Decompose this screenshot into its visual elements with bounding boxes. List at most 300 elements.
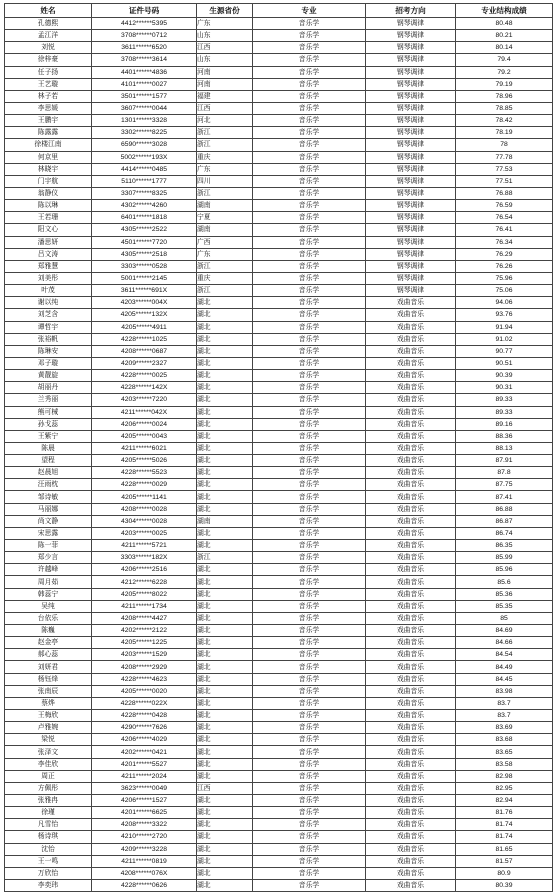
cell-direction: 戏曲音乐 — [366, 467, 456, 479]
cell-name: 杨诗琪 — [5, 831, 92, 843]
cell-province: 湖南 — [197, 224, 253, 236]
cell-name: 陈一菲 — [5, 540, 92, 552]
cell-major: 音乐学 — [253, 819, 366, 831]
cell-name: 陈以琳 — [5, 200, 92, 212]
cell-major: 音乐学 — [253, 272, 366, 284]
cell-score: 78.85 — [456, 102, 553, 114]
cell-major: 音乐学 — [253, 540, 366, 552]
cell-major: 音乐学 — [253, 78, 366, 90]
cell-province: 湖北 — [197, 710, 253, 722]
table-row — [5, 697, 553, 709]
header-direction: 招考方向 — [366, 4, 456, 18]
table-row — [5, 139, 553, 151]
cell-id: 6401******1818 — [92, 212, 197, 224]
cell-score: 89.33 — [456, 406, 553, 418]
cell-direction: 钢琴调律 — [366, 18, 456, 30]
cell-score: 91.94 — [456, 321, 553, 333]
cell-major: 音乐学 — [253, 807, 366, 819]
table-row — [5, 685, 553, 697]
cell-score: 90.77 — [456, 345, 553, 357]
cell-name: 周月茹 — [5, 576, 92, 588]
cell-direction: 戏曲音乐 — [366, 722, 456, 734]
cell-province: 湖北 — [197, 807, 253, 819]
cell-major: 音乐学 — [253, 552, 366, 564]
cell-name: 邹诗敏 — [5, 491, 92, 503]
cell-name: 卢雅婉 — [5, 722, 92, 734]
cell-id: 4101******0027 — [92, 78, 197, 90]
table-row — [5, 612, 553, 624]
table-row — [5, 576, 553, 588]
cell-direction: 钢琴调律 — [366, 102, 456, 114]
cell-name: 陈巍 — [5, 625, 92, 637]
cell-id: 4206******2516 — [92, 564, 197, 576]
cell-score: 85.96 — [456, 564, 553, 576]
cell-major: 音乐学 — [253, 491, 366, 503]
cell-name: 王鹏宇 — [5, 115, 92, 127]
cell-score: 77.53 — [456, 163, 553, 175]
cell-id: 3623******0049 — [92, 782, 197, 794]
cell-name: 韩蕊宁 — [5, 588, 92, 600]
cell-direction: 钢琴调律 — [366, 285, 456, 297]
cell-province: 湖北 — [197, 685, 253, 697]
table-row — [5, 746, 553, 758]
cell-direction: 戏曲音乐 — [366, 430, 456, 442]
cell-major: 音乐学 — [253, 600, 366, 612]
cell-major: 音乐学 — [253, 831, 366, 843]
cell-name: 阳文心 — [5, 224, 92, 236]
table-row — [5, 710, 553, 722]
cell-id: 4205******4911 — [92, 321, 197, 333]
cell-direction: 钢琴调律 — [366, 163, 456, 175]
cell-province: 湖北 — [197, 819, 253, 831]
table-row — [5, 236, 553, 248]
cell-id: 4414******0485 — [92, 163, 197, 175]
table-row — [5, 66, 553, 78]
cell-score: 76.41 — [456, 224, 553, 236]
cell-direction: 戏曲音乐 — [366, 843, 456, 855]
cell-id: 4208******2929 — [92, 661, 197, 673]
cell-major: 音乐学 — [253, 612, 366, 624]
table-row — [5, 649, 553, 661]
cell-id: 4201******6625 — [92, 807, 197, 819]
cell-major: 音乐学 — [253, 54, 366, 66]
cell-direction: 戏曲音乐 — [366, 333, 456, 345]
cell-direction: 戏曲音乐 — [366, 770, 456, 782]
table-row — [5, 552, 553, 564]
cell-id: 4211******2024 — [92, 770, 197, 782]
cell-name: 李奕玮 — [5, 879, 92, 891]
cell-direction: 戏曲音乐 — [366, 758, 456, 770]
table-row — [5, 515, 553, 527]
table-row — [5, 333, 553, 345]
cell-major: 音乐学 — [253, 115, 366, 127]
cell-province: 湖北 — [197, 600, 253, 612]
cell-score: 79.4 — [456, 54, 553, 66]
cell-id: 4211******5721 — [92, 540, 197, 552]
cell-major: 音乐学 — [253, 442, 366, 454]
cell-direction: 戏曲音乐 — [366, 406, 456, 418]
cell-direction: 钢琴调律 — [366, 187, 456, 199]
cell-score: 88.36 — [456, 430, 553, 442]
table-row — [5, 855, 553, 867]
cell-score: 78.96 — [456, 90, 553, 102]
table-row — [5, 212, 553, 224]
cell-id: 4305******2518 — [92, 248, 197, 260]
cell-major: 音乐学 — [253, 187, 366, 199]
table-row — [5, 321, 553, 333]
cell-id: 4210******2720 — [92, 831, 197, 843]
cell-id: 4302******4260 — [92, 200, 197, 212]
cell-province: 湖北 — [197, 394, 253, 406]
cell-province: 湖北 — [197, 345, 253, 357]
cell-score: 78 — [456, 139, 553, 151]
cell-major: 音乐学 — [253, 102, 366, 114]
table-row — [5, 54, 553, 66]
header-row — [5, 4, 553, 18]
cell-id: 5001******2145 — [92, 272, 197, 284]
header-id: 证件号码 — [92, 4, 197, 18]
cell-province: 湖南 — [197, 515, 253, 527]
cell-id: 4209******3228 — [92, 843, 197, 855]
header-major: 专业 — [253, 4, 366, 18]
cell-province: 河北 — [197, 115, 253, 127]
header-name: 姓名 — [5, 4, 92, 18]
cell-id: 4290******7626 — [92, 722, 197, 734]
cell-direction: 戏曲音乐 — [366, 297, 456, 309]
cell-province: 湖北 — [197, 540, 253, 552]
cell-province: 江西 — [197, 102, 253, 114]
cell-major: 音乐学 — [253, 661, 366, 673]
cell-province: 湖北 — [197, 479, 253, 491]
cell-major: 音乐学 — [253, 625, 366, 637]
cell-major: 音乐学 — [253, 795, 366, 807]
cell-major: 音乐学 — [253, 734, 366, 746]
cell-score: 84.69 — [456, 625, 553, 637]
cell-direction: 戏曲音乐 — [366, 479, 456, 491]
cell-direction: 钢琴调律 — [366, 90, 456, 102]
table-row — [5, 127, 553, 139]
cell-direction: 钢琴调律 — [366, 127, 456, 139]
cell-major: 音乐学 — [253, 879, 366, 891]
cell-major: 音乐学 — [253, 685, 366, 697]
cell-province: 湖北 — [197, 309, 253, 321]
cell-major: 音乐学 — [253, 697, 366, 709]
cell-direction: 戏曲音乐 — [366, 345, 456, 357]
cell-province: 湖北 — [197, 649, 253, 661]
cell-score: 82.98 — [456, 770, 553, 782]
cell-province: 广东 — [197, 248, 253, 260]
table-row — [5, 819, 553, 831]
cell-id: 3708******0712 — [92, 30, 197, 42]
cell-name: 汪雨枕 — [5, 479, 92, 491]
cell-major: 音乐学 — [253, 770, 366, 782]
cell-score: 81.57 — [456, 855, 553, 867]
cell-name: 望程 — [5, 455, 92, 467]
cell-province: 江西 — [197, 42, 253, 54]
table-row — [5, 588, 553, 600]
cell-province: 湖北 — [197, 867, 253, 879]
cell-id: 4203******0025 — [92, 527, 197, 539]
cell-major: 音乐学 — [253, 418, 366, 430]
cell-id: 4228******0029 — [92, 479, 197, 491]
cell-direction: 钢琴调律 — [366, 115, 456, 127]
cell-direction: 戏曲音乐 — [366, 625, 456, 637]
cell-direction: 戏曲音乐 — [366, 491, 456, 503]
cell-name: 潘思妍 — [5, 236, 92, 248]
cell-major: 音乐学 — [253, 260, 366, 272]
cell-province: 湖北 — [197, 770, 253, 782]
cell-name: 王一鸣 — [5, 855, 92, 867]
cell-id: 4305******2522 — [92, 224, 197, 236]
cell-major: 音乐学 — [253, 467, 366, 479]
cell-score: 76.54 — [456, 212, 553, 224]
cell-id: 3611******6520 — [92, 42, 197, 54]
cell-name: 熊可械 — [5, 406, 92, 418]
cell-province: 江西 — [197, 782, 253, 794]
table-row — [5, 30, 553, 42]
cell-major: 音乐学 — [253, 515, 366, 527]
table-row — [5, 831, 553, 843]
cell-score: 83.68 — [456, 734, 553, 746]
cell-name: 刘悦 — [5, 42, 92, 54]
cell-id: 4206******1527 — [92, 795, 197, 807]
table-row — [5, 600, 553, 612]
cell-major: 音乐学 — [253, 285, 366, 297]
cell-major: 音乐学 — [253, 479, 366, 491]
cell-score: 80.21 — [456, 30, 553, 42]
cell-name: 马丽娜 — [5, 503, 92, 515]
cell-direction: 戏曲音乐 — [366, 503, 456, 515]
table-row — [5, 115, 553, 127]
cell-province: 湖北 — [197, 370, 253, 382]
cell-id: 4202******0421 — [92, 746, 197, 758]
cell-name: 王梅欣 — [5, 710, 92, 722]
cell-score: 76.59 — [456, 200, 553, 212]
cell-province: 湖北 — [197, 455, 253, 467]
cell-direction: 钢琴调律 — [366, 139, 456, 151]
cell-score: 90.51 — [456, 357, 553, 369]
cell-province: 湖北 — [197, 758, 253, 770]
header-score: 专业结构成绩 — [456, 4, 553, 18]
cell-id: 4205******1225 — [92, 637, 197, 649]
cell-province: 广东 — [197, 163, 253, 175]
cell-major: 音乐学 — [253, 649, 366, 661]
cell-province: 浙江 — [197, 552, 253, 564]
cell-id: 4212******6228 — [92, 576, 197, 588]
cell-id: 4228******142X — [92, 382, 197, 394]
cell-major: 音乐学 — [253, 357, 366, 369]
cell-direction: 戏曲音乐 — [366, 564, 456, 576]
cell-id: 4501******7720 — [92, 236, 197, 248]
cell-major: 音乐学 — [253, 163, 366, 175]
cell-direction: 戏曲音乐 — [366, 746, 456, 758]
cell-major: 音乐学 — [253, 139, 366, 151]
cell-province: 重庆 — [197, 272, 253, 284]
cell-name: 万欣怡 — [5, 867, 92, 879]
cell-direction: 戏曲音乐 — [366, 734, 456, 746]
cell-score: 93.76 — [456, 309, 553, 321]
cell-score: 86.87 — [456, 515, 553, 527]
cell-province: 浙江 — [197, 127, 253, 139]
cell-direction: 戏曲音乐 — [366, 455, 456, 467]
cell-province: 浙江 — [197, 139, 253, 151]
cell-score: 85 — [456, 612, 553, 624]
cell-name: 尚文静 — [5, 515, 92, 527]
cell-name: 翁静仪 — [5, 187, 92, 199]
cell-province: 湖北 — [197, 333, 253, 345]
cell-id: 1301******3328 — [92, 115, 197, 127]
cell-score: 86.35 — [456, 540, 553, 552]
cell-id: 4203******7220 — [92, 394, 197, 406]
cell-major: 音乐学 — [253, 309, 366, 321]
cell-province: 湖北 — [197, 430, 253, 442]
cell-major: 音乐学 — [253, 564, 366, 576]
cell-score: 84.54 — [456, 649, 553, 661]
cell-score: 84.45 — [456, 673, 553, 685]
cell-name: 孔德熙 — [5, 18, 92, 30]
cell-province: 河南 — [197, 66, 253, 78]
cell-direction: 戏曲音乐 — [366, 309, 456, 321]
cell-province: 湖北 — [197, 879, 253, 891]
cell-score: 80.9 — [456, 867, 553, 879]
cell-name: 陈琳安 — [5, 345, 92, 357]
cell-direction: 戏曲音乐 — [366, 819, 456, 831]
table-row — [5, 430, 553, 442]
table-row — [5, 260, 553, 272]
cell-major: 音乐学 — [253, 503, 366, 515]
cell-name: 徐楼江南 — [5, 139, 92, 151]
cell-id: 4205******1141 — [92, 491, 197, 503]
cell-direction: 戏曲音乐 — [366, 710, 456, 722]
cell-province: 河南 — [197, 78, 253, 90]
table-row — [5, 491, 553, 503]
cell-name: 黄靓旋 — [5, 370, 92, 382]
cell-name: 郝心蕊 — [5, 649, 92, 661]
table-row — [5, 78, 553, 90]
cell-major: 音乐学 — [253, 224, 366, 236]
cell-score: 76.34 — [456, 236, 553, 248]
cell-id: 4201******5527 — [92, 758, 197, 770]
cell-direction: 钢琴调律 — [366, 200, 456, 212]
cell-score: 87.8 — [456, 467, 553, 479]
cell-name: 刘妍君 — [5, 661, 92, 673]
cell-score: 85.36 — [456, 588, 553, 600]
cell-major: 音乐学 — [253, 18, 366, 30]
table-row — [5, 722, 553, 734]
cell-major: 音乐学 — [253, 867, 366, 879]
cell-name: 蔡烨 — [5, 697, 92, 709]
table-row — [5, 394, 553, 406]
cell-province: 湖北 — [197, 843, 253, 855]
table-row — [5, 843, 553, 855]
cell-name: 徐梓豪 — [5, 54, 92, 66]
table-row — [5, 309, 553, 321]
cell-direction: 戏曲音乐 — [366, 855, 456, 867]
cell-name: 谭哲宇 — [5, 321, 92, 333]
cell-province: 湖北 — [197, 734, 253, 746]
table-row — [5, 795, 553, 807]
table-row — [5, 479, 553, 491]
cell-major: 音乐学 — [253, 710, 366, 722]
table-row — [5, 637, 553, 649]
cell-direction: 戏曲音乐 — [366, 637, 456, 649]
table-row — [5, 540, 553, 552]
cell-id: 4205******0020 — [92, 685, 197, 697]
cell-id: 4205******5026 — [92, 455, 197, 467]
cell-score: 87.91 — [456, 455, 553, 467]
cell-province: 湖北 — [197, 321, 253, 333]
cell-province: 湖北 — [197, 564, 253, 576]
cell-score: 88.13 — [456, 442, 553, 454]
cell-direction: 戏曲音乐 — [366, 867, 456, 879]
cell-name: 王紫宁 — [5, 430, 92, 442]
cell-direction: 戏曲音乐 — [366, 588, 456, 600]
cell-name: 林晓宇 — [5, 163, 92, 175]
cell-name: 张雅冉 — [5, 795, 92, 807]
table-row — [5, 807, 553, 819]
cell-id: 4205******8022 — [92, 588, 197, 600]
cell-direction: 戏曲音乐 — [366, 673, 456, 685]
cell-direction: 戏曲音乐 — [366, 661, 456, 673]
cell-direction: 戏曲音乐 — [366, 442, 456, 454]
table-row — [5, 297, 553, 309]
cell-major: 音乐学 — [253, 42, 366, 54]
cell-province: 湖北 — [197, 357, 253, 369]
cell-province: 湖北 — [197, 637, 253, 649]
cell-province: 湖北 — [197, 491, 253, 503]
cell-id: 4208******4427 — [92, 612, 197, 624]
table-header — [5, 4, 553, 18]
cell-score: 90.31 — [456, 382, 553, 394]
score-table — [4, 3, 553, 892]
cell-id: 5110******1777 — [92, 175, 197, 187]
table-row — [5, 200, 553, 212]
cell-direction: 戏曲音乐 — [366, 795, 456, 807]
cell-direction: 钢琴调律 — [366, 54, 456, 66]
cell-score: 77.78 — [456, 151, 553, 163]
table-row — [5, 42, 553, 54]
cell-name: 陈晨 — [5, 442, 92, 454]
cell-score: 91.02 — [456, 333, 553, 345]
cell-major: 音乐学 — [253, 127, 366, 139]
cell-province: 湖北 — [197, 673, 253, 685]
cell-name: 杨钰烽 — [5, 673, 92, 685]
cell-name: 陈露露 — [5, 127, 92, 139]
cell-name: 方佩彤 — [5, 782, 92, 794]
table-row — [5, 770, 553, 782]
cell-id: 4203******1529 — [92, 649, 197, 661]
cell-name: 郑少言 — [5, 552, 92, 564]
cell-name: 沈怡 — [5, 843, 92, 855]
cell-province: 湖北 — [197, 382, 253, 394]
cell-province: 湖北 — [197, 661, 253, 673]
cell-id: 4228******1025 — [92, 333, 197, 345]
cell-province: 湖南 — [197, 200, 253, 212]
cell-id: 4228******4623 — [92, 673, 197, 685]
cell-score: 82.95 — [456, 782, 553, 794]
table-row — [5, 187, 553, 199]
cell-id: 4211******0819 — [92, 855, 197, 867]
table-row — [5, 879, 553, 891]
cell-province: 湖北 — [197, 746, 253, 758]
cell-id: 4203******004X — [92, 297, 197, 309]
cell-id: 4228******0626 — [92, 879, 197, 891]
cell-id: 4208******0028 — [92, 503, 197, 515]
cell-id: 3307******8325 — [92, 187, 197, 199]
cell-name: 吕文涛 — [5, 248, 92, 260]
cell-name: 孟江洋 — [5, 30, 92, 42]
cell-score: 78.42 — [456, 115, 553, 127]
